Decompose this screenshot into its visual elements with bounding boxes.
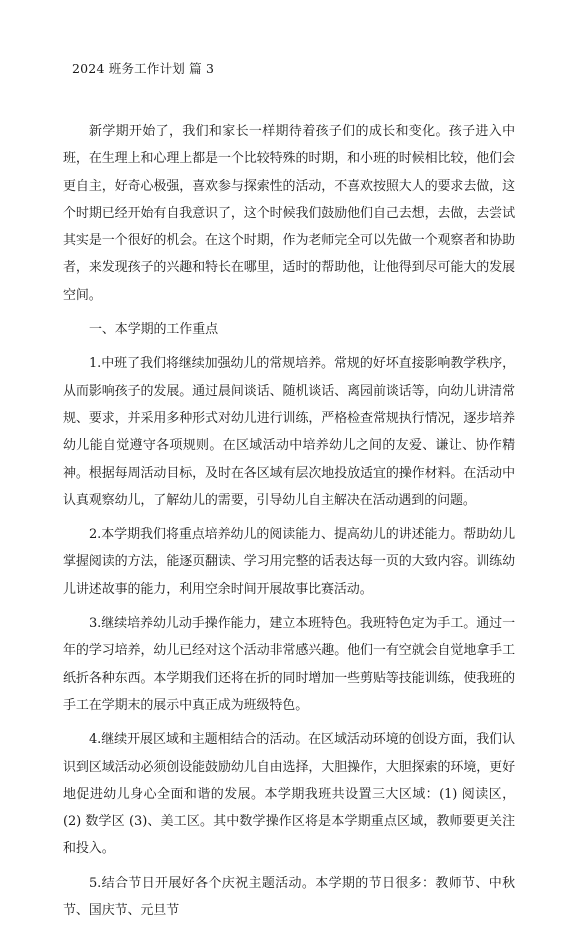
- item-paragraph-1: 1.中班了我们将继续加强幼儿的常规培养。常规的好坏直接影响教学秩序，从而影响孩子的发展。通过晨间谈话、随机谈话、离园前谈话等，向幼儿讲清常规、要求，并采用多种形式对幼儿进行训练，严格检查常规执行情况，逐步培养幼儿能自觉遵守各项规则。在区域活动中培养幼儿之间的友爱、谦让、协作精神。根据每周活动目标，及时在各区域有层次地投放适宜的操作材料。在活动中认真观察幼儿，了解幼儿的需要，引导幼儿自主解决在活动遇到的问题。: [63, 356, 515, 508]
- item-paragraph-2: 2.本学期我们将重点培养幼儿的阅读能力、提高幼儿的讲述能力。帮助幼儿掌握阅读的方法，能逐页翻读、学习用完整的话表达每一页的大致内容。训练幼儿讲述故事的能力，利用空余时间开展故事比赛活动。: [63, 527, 515, 597]
- section-heading: 一、本学期的工作重点: [89, 322, 219, 338]
- document-body: [63, 118, 515, 931]
- item-paragraph-5: 5.结合节日开展好各个庆祝主题活动。本学期的节日很多：教师节、中秋节、国庆节、元旦节: [63, 875, 515, 919]
- item-paragraph-4: 4.继续开展区域和主题相结合的活动。在区域活动环境的创设方面，我们认识到区域活动必须创设能鼓励幼儿自由选择，大胆操作，大胆探索的环境，更好地促进幼儿身心全面和谐的发展。本学期我班共设置三大区域：(1) 阅读区，(2) 数学区 (3)、美工区。其中数学操作区将是本学期重点区域，教师要更关注和投入。: [63, 732, 515, 857]
- intro-paragraph: 新学期开始了，我们和家长一样期待着孩子们的成长和变化。孩子进入中班，在生理上和心理上都是一个比较特殊的时期，和小班的时候相比较，他们会更自主，好奇心极强，喜欢参与探索性的活动，不喜欢按照大人的要求去做，这个时期已经开始有自我意识了，这个时候我们鼓励他们自己去想，去做，去尝试其实是一个很好的机会。在这个时期，作为老师完全可以先做一个观察者和协助者，来发现孩子的兴趣和特长在哪里，适时的帮助他，让他得到尽可能大的发展空间。: [63, 124, 515, 303]
- document-title: 2024 班务工作计划 篇 3: [72, 61, 215, 76]
- item-paragraph-3: 3.继续培养幼儿动手操作能力，建立本班特色。我班特色定为手工。通过一年的学习培养，幼儿已经对这个活动非常感兴趣。他们一有空就会自觉地拿手工纸折各种东西。本学期我们还将在折的同时增加一些剪贴等技能训练，使我班的手工在学期末的展示中真正成为班级特色。: [63, 616, 515, 713]
